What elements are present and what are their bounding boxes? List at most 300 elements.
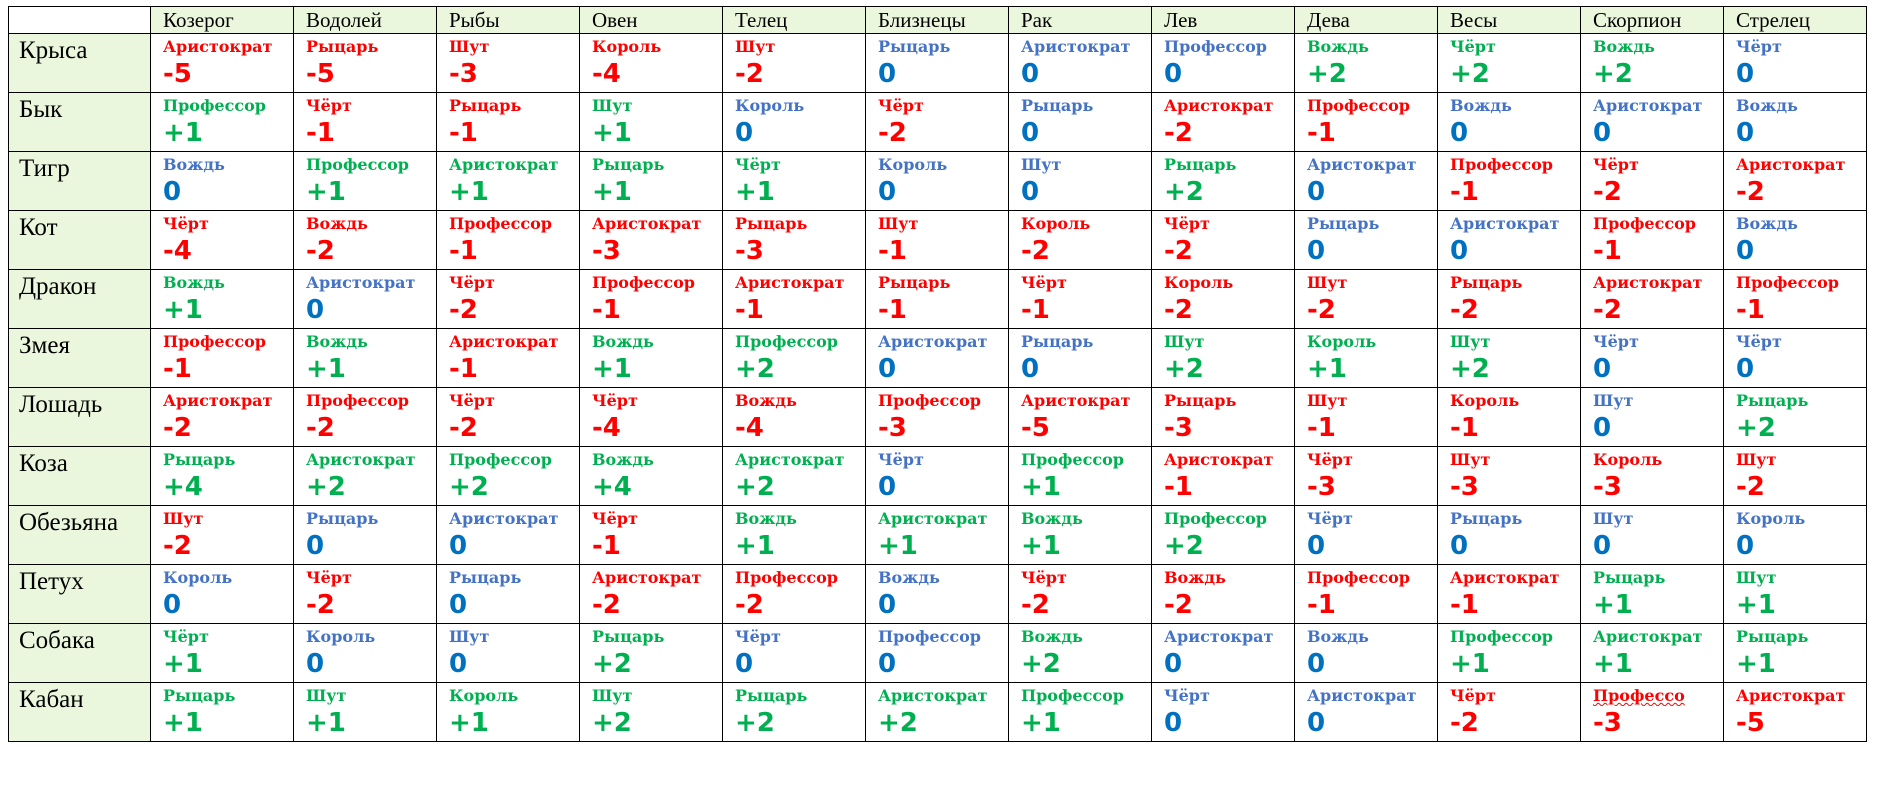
cell-role-label: Король <box>1450 391 1520 410</box>
table-cell <box>1438 93 1581 152</box>
cell-score-value: +2 <box>735 472 775 502</box>
table-cell <box>1009 34 1152 93</box>
table-cell <box>866 624 1009 683</box>
cell-score-value: -4 <box>592 59 621 89</box>
table-cell <box>294 270 437 329</box>
cell-role-label: Аристократ <box>449 332 559 351</box>
cell-role-label: Рыцарь <box>1736 391 1809 410</box>
table-cell <box>866 152 1009 211</box>
cell-score-value: 0 <box>878 177 897 207</box>
row-header: Петух <box>9 565 151 624</box>
cell-score-value: -2 <box>1450 708 1479 738</box>
table-cell <box>1724 329 1867 388</box>
cell-role-label: Аристократ <box>1450 568 1560 587</box>
table-cell <box>1152 270 1295 329</box>
table-cell <box>1295 329 1438 388</box>
cell-score-value: 0 <box>878 472 897 502</box>
table-cell <box>151 211 294 270</box>
cell-score-value: -2 <box>306 236 335 266</box>
cell-score-value: -3 <box>592 236 621 266</box>
table-cell <box>723 624 866 683</box>
cell-score-value: -2 <box>1736 177 1765 207</box>
cell-role-label: Шут <box>1307 273 1348 292</box>
cell-score-value: 0 <box>1450 531 1469 561</box>
cell-role-label: Профессор <box>1164 37 1267 56</box>
table-cell <box>866 34 1009 93</box>
table-cell <box>294 388 437 447</box>
cell-role-label: Король <box>735 96 805 115</box>
cell-role-label: Профессор <box>878 627 981 646</box>
cell-score-value: -1 <box>449 354 478 384</box>
table-cell <box>294 93 437 152</box>
cell-role-label: Чёрт <box>1450 686 1496 705</box>
cell-role-label: Чёрт <box>878 450 924 469</box>
cell-score-value: -1 <box>592 295 621 325</box>
cell-score-value: -2 <box>592 590 621 620</box>
cell-role-label: Аристократ <box>592 568 702 587</box>
cell-role-label: Аристократ <box>1021 37 1131 56</box>
cell-score-value: 0 <box>1307 531 1326 561</box>
cell-score-value: +2 <box>306 472 346 502</box>
cell-score-value: 0 <box>306 649 325 679</box>
cell-role-label: Рыцарь <box>735 214 808 233</box>
cell-score-value: 0 <box>449 531 468 561</box>
table-cell <box>294 152 437 211</box>
cell-score-value: -2 <box>449 295 478 325</box>
cell-score-value: -2 <box>1164 118 1193 148</box>
cell-score-value: -2 <box>1164 295 1193 325</box>
table-cell <box>294 565 437 624</box>
row-header: Змея <box>9 329 151 388</box>
cell-score-value: +1 <box>1736 649 1776 679</box>
cell-score-value: +2 <box>878 708 918 738</box>
table-row <box>9 565 1867 624</box>
table-row <box>9 506 1867 565</box>
table-cell <box>1724 270 1867 329</box>
table-cell <box>1152 152 1295 211</box>
cell-role-label: Чёрт <box>1736 332 1782 351</box>
cell-score-value: +2 <box>1450 354 1490 384</box>
cell-role-label: Вождь <box>1164 568 1226 587</box>
cell-role-label: Профессор <box>1307 568 1410 587</box>
table-cell <box>723 447 866 506</box>
cell-score-value: 0 <box>878 354 897 384</box>
cell-role-label: Вождь <box>163 273 225 292</box>
column-header: Козерог <box>151 7 294 34</box>
table-cell <box>437 211 580 270</box>
table-cell <box>1152 683 1295 742</box>
cell-role-label: Рыцарь <box>592 155 665 174</box>
cell-score-value: -2 <box>1593 177 1622 207</box>
cell-score-value: +1 <box>1307 354 1347 384</box>
header-row <box>9 7 1867 34</box>
column-header: Скорпион <box>1581 7 1724 34</box>
cell-role-label: Король <box>1593 450 1663 469</box>
cell-role-label: Аристократ <box>878 686 988 705</box>
table-cell <box>1152 329 1295 388</box>
cell-role-label: Вождь <box>592 450 654 469</box>
cell-role-label: Профессор <box>1450 155 1553 174</box>
column-header: Рыбы <box>437 7 580 34</box>
cell-role-label: Рыцарь <box>306 509 379 528</box>
cell-score-value: +2 <box>1021 649 1061 679</box>
table-cell <box>580 683 723 742</box>
cell-role-label: Рыцарь <box>878 273 951 292</box>
cell-role-label: Аристократ <box>1736 155 1846 174</box>
table-cell <box>1724 565 1867 624</box>
table-cell <box>1295 624 1438 683</box>
table-cell <box>1438 388 1581 447</box>
cell-role-label: Чёрт <box>1593 332 1639 351</box>
cell-role-label: Аристократ <box>1593 627 1703 646</box>
table-cell <box>1438 683 1581 742</box>
cell-role-label: Рыцарь <box>449 96 522 115</box>
table-cell <box>1581 152 1724 211</box>
cell-score-value: 0 <box>449 590 468 620</box>
cell-score-value: -3 <box>878 413 907 443</box>
cell-role-label: Аристократ <box>1164 627 1274 646</box>
table-cell <box>1724 624 1867 683</box>
table-cell <box>151 506 294 565</box>
cell-role-label: Рыцарь <box>163 450 236 469</box>
row-header: Бык <box>9 93 151 152</box>
cell-score-value: +2 <box>592 649 632 679</box>
table-row <box>9 211 1867 270</box>
table-cell <box>1581 211 1724 270</box>
cell-role-label: Шут <box>306 686 347 705</box>
cell-score-value: -1 <box>735 295 764 325</box>
table-cell <box>1581 93 1724 152</box>
cell-score-value: -2 <box>163 531 192 561</box>
cell-score-value: -4 <box>163 236 192 266</box>
cell-score-value: -2 <box>1307 295 1336 325</box>
cell-score-value: -2 <box>735 590 764 620</box>
cell-role-label: Шут <box>1736 450 1777 469</box>
cell-role-label: Аристократ <box>449 509 559 528</box>
table-cell <box>1009 565 1152 624</box>
table-cell <box>1152 34 1295 93</box>
cell-role-label: Король <box>1736 509 1806 528</box>
column-header: Близнецы <box>866 7 1009 34</box>
cell-score-value: 0 <box>1736 354 1755 384</box>
cell-role-label: Шут <box>1593 391 1634 410</box>
cell-role-label: Король <box>306 627 376 646</box>
table-cell <box>294 506 437 565</box>
cell-score-value: -1 <box>1307 413 1336 443</box>
table-cell <box>1724 34 1867 93</box>
row-header: Тигр <box>9 152 151 211</box>
cell-score-value: 0 <box>306 531 325 561</box>
cell-score-value: -2 <box>163 413 192 443</box>
cell-score-value: +2 <box>1164 531 1204 561</box>
table-row <box>9 388 1867 447</box>
table-cell <box>1152 506 1295 565</box>
cell-role-label: Вождь <box>735 391 797 410</box>
cell-role-label: Аристократ <box>1736 686 1846 705</box>
cell-score-value: -1 <box>1736 295 1765 325</box>
cell-role-label: Вождь <box>1307 37 1369 56</box>
table-cell <box>580 624 723 683</box>
cell-role-label: Аристократ <box>1164 450 1274 469</box>
table-cell <box>1438 624 1581 683</box>
table-cell <box>1152 624 1295 683</box>
cell-score-value: -2 <box>878 118 907 148</box>
table-cell <box>1152 388 1295 447</box>
cell-score-value: 0 <box>1307 708 1326 738</box>
cell-score-value: +1 <box>163 708 203 738</box>
table-cell <box>1724 447 1867 506</box>
cell-role-label: Рыцарь <box>1164 391 1237 410</box>
table-cell <box>437 34 580 93</box>
cell-role-label: Профессор <box>1593 214 1696 233</box>
cell-score-value: -1 <box>1450 413 1479 443</box>
cell-role-label: Аристократ <box>1307 155 1417 174</box>
column-header: Дева <box>1295 7 1438 34</box>
cell-role-label: Шут <box>1164 332 1205 351</box>
cell-role-label: Шут <box>449 627 490 646</box>
table-cell <box>1581 506 1724 565</box>
table-cell <box>580 447 723 506</box>
cell-role-label: Король <box>592 37 662 56</box>
table-cell <box>1009 388 1152 447</box>
cell-role-label: Король <box>1307 332 1377 351</box>
table-cell <box>1724 506 1867 565</box>
cell-score-value: +1 <box>449 708 489 738</box>
cell-score-value: -1 <box>592 531 621 561</box>
cell-score-value: +4 <box>163 472 203 502</box>
cell-score-value: -3 <box>1307 472 1336 502</box>
table-cell <box>1295 447 1438 506</box>
cell-score-value: +1 <box>306 708 346 738</box>
cell-role-label: Вождь <box>1021 627 1083 646</box>
cell-score-value: +1 <box>163 118 203 148</box>
cell-score-value: +1 <box>1736 590 1776 620</box>
table-cell <box>1152 565 1295 624</box>
cell-role-label: Шут <box>735 37 776 56</box>
cell-score-value: +1 <box>592 354 632 384</box>
table-cell <box>1581 270 1724 329</box>
table-cell <box>1581 447 1724 506</box>
cell-role-label: Чёрт <box>1021 568 1067 587</box>
cell-role-label: Профессор <box>163 96 266 115</box>
table-cell <box>1295 152 1438 211</box>
cell-role-label: Вождь <box>1736 214 1798 233</box>
cell-score-value: 0 <box>1593 354 1612 384</box>
cell-score-value: +2 <box>1593 59 1633 89</box>
table-cell <box>580 329 723 388</box>
cell-score-value: -2 <box>1736 472 1765 502</box>
cell-role-label: Чёрт <box>306 96 352 115</box>
table-cell <box>294 329 437 388</box>
table-cell <box>723 211 866 270</box>
cell-score-value: -2 <box>1450 295 1479 325</box>
cell-score-value: -1 <box>878 295 907 325</box>
table-row <box>9 683 1867 742</box>
cell-score-value: 0 <box>1593 531 1612 561</box>
cell-role-label: Профессор <box>1021 450 1124 469</box>
table-cell <box>1009 93 1152 152</box>
cell-role-label: Шут <box>592 686 633 705</box>
cell-role-label: Аристократ <box>878 332 988 351</box>
table-cell <box>1295 211 1438 270</box>
cell-role-label: Чёрт <box>592 391 638 410</box>
cell-score-value: 0 <box>1736 118 1755 148</box>
cell-role-label: Профессор <box>592 273 695 292</box>
cell-score-value: +4 <box>592 472 632 502</box>
column-header: Водолей <box>294 7 437 34</box>
table-cell <box>866 565 1009 624</box>
cell-role-label: Аристократ <box>1593 273 1703 292</box>
cell-role-label: Аристократ <box>1021 391 1131 410</box>
cell-role-label: Аристократ <box>163 391 273 410</box>
cell-role-label: Рыцарь <box>1450 273 1523 292</box>
table-cell <box>151 683 294 742</box>
cell-score-value: +1 <box>1021 472 1061 502</box>
table-cell <box>151 34 294 93</box>
cell-score-value: -1 <box>1593 236 1622 266</box>
table-cell <box>580 506 723 565</box>
table-cell <box>1438 211 1581 270</box>
table-cell <box>723 683 866 742</box>
table-cell <box>866 506 1009 565</box>
cell-score-value: -2 <box>449 413 478 443</box>
cell-score-value: +1 <box>1450 649 1490 679</box>
cell-score-value: -5 <box>1021 413 1050 443</box>
cell-role-label: Рыцарь <box>878 37 951 56</box>
cell-role-label: Вождь <box>306 332 368 351</box>
cell-score-value: 0 <box>1021 354 1040 384</box>
table-cell <box>580 270 723 329</box>
table-cell <box>437 624 580 683</box>
cell-score-value: -3 <box>449 59 478 89</box>
cell-role-label: Аристократ <box>306 450 416 469</box>
table-cell <box>723 152 866 211</box>
cell-score-value: +1 <box>163 295 203 325</box>
cell-role-label: Чёрт <box>1593 155 1639 174</box>
cell-role-label: Аристократ <box>306 273 416 292</box>
cell-role-label: Чёрт <box>163 214 209 233</box>
table-cell <box>1295 93 1438 152</box>
cell-role-label: Шут <box>592 96 633 115</box>
cell-role-label: Профессор <box>1164 509 1267 528</box>
cell-role-label: Чёрт <box>592 509 638 528</box>
row-header: Собака <box>9 624 151 683</box>
cell-score-value: +1 <box>592 177 632 207</box>
cell-role-label: Профессор <box>735 568 838 587</box>
cell-score-value: -2 <box>1164 590 1193 620</box>
table-cell <box>294 624 437 683</box>
table-cell <box>151 93 294 152</box>
row-header: Крыса <box>9 34 151 93</box>
cell-score-value: -3 <box>1593 472 1622 502</box>
cell-score-value: 0 <box>1593 118 1612 148</box>
table-cell <box>580 34 723 93</box>
table-cell <box>1581 565 1724 624</box>
cell-score-value: 0 <box>1736 236 1755 266</box>
cell-role-label: Вождь <box>1593 37 1655 56</box>
column-header: Телец <box>723 7 866 34</box>
cell-role-label: Шут <box>1450 332 1491 351</box>
cell-role-label: Вождь <box>592 332 654 351</box>
cell-score-value: -2 <box>1164 236 1193 266</box>
cell-role-label: Король <box>878 155 948 174</box>
cell-score-value: -3 <box>1593 708 1622 738</box>
table-cell <box>1724 683 1867 742</box>
cell-score-value: +1 <box>1593 649 1633 679</box>
cell-role-label: Рыцарь <box>1021 96 1094 115</box>
cell-role-label: Профессор <box>163 332 266 351</box>
cell-score-value: 0 <box>1164 59 1183 89</box>
cell-score-value: +1 <box>449 177 489 207</box>
table-row <box>9 34 1867 93</box>
cell-role-label: Профессор <box>306 391 409 410</box>
cell-role-label: Шут <box>163 509 204 528</box>
table-cell <box>1438 152 1581 211</box>
table-row <box>9 329 1867 388</box>
cell-score-value: 0 <box>878 590 897 620</box>
cell-score-value: +1 <box>306 177 346 207</box>
cell-score-value: +2 <box>1307 59 1347 89</box>
cell-role-label: Шут <box>449 37 490 56</box>
cell-role-label: Профессор <box>1307 96 1410 115</box>
cell-role-label: Профессор <box>306 155 409 174</box>
compatibility-table-wrapper <box>8 6 1867 742</box>
cell-role-label: Вождь <box>306 214 368 233</box>
cell-role-label: Рыцарь <box>1736 627 1809 646</box>
table-cell <box>437 270 580 329</box>
cell-score-value: 0 <box>1164 708 1183 738</box>
table-cell <box>1581 683 1724 742</box>
cell-score-value: -2 <box>1021 590 1050 620</box>
cell-score-value: -1 <box>1450 177 1479 207</box>
cell-role-label: Аристократ <box>1307 686 1417 705</box>
cell-score-value: +1 <box>1021 531 1061 561</box>
cell-role-label: Аристократ <box>163 37 273 56</box>
table-cell <box>437 93 580 152</box>
cell-role-label: Король <box>1164 273 1234 292</box>
cell-role-label: Аристократ <box>449 155 559 174</box>
cell-role-label: Шут <box>1021 155 1062 174</box>
cell-score-value: +1 <box>878 531 918 561</box>
cell-role-label: Профессор <box>1736 273 1839 292</box>
table-cell <box>723 270 866 329</box>
cell-role-label: Чёрт <box>1164 214 1210 233</box>
cell-score-value: -1 <box>1164 472 1193 502</box>
table-cell <box>1581 624 1724 683</box>
table-cell <box>1009 506 1152 565</box>
table-cell <box>151 388 294 447</box>
cell-role-label: Шут <box>878 214 919 233</box>
table-cell <box>723 329 866 388</box>
table-cell <box>1438 506 1581 565</box>
cell-score-value: +1 <box>592 118 632 148</box>
cell-score-value: -1 <box>878 236 907 266</box>
table-cell <box>1152 93 1295 152</box>
column-header: Рак <box>1009 7 1152 34</box>
table-cell <box>437 447 580 506</box>
cell-score-value: +1 <box>1593 590 1633 620</box>
table-cell <box>151 329 294 388</box>
cell-role-label: Чёрт <box>1164 686 1210 705</box>
table-body <box>9 34 1867 742</box>
cell-role-label: Шут <box>1736 568 1777 587</box>
cell-role-label: Профессор <box>449 450 552 469</box>
cell-score-value: +1 <box>735 177 775 207</box>
cell-role-label: Рыцарь <box>1450 509 1523 528</box>
table-cell <box>1009 329 1152 388</box>
table-cell <box>1581 388 1724 447</box>
cell-score-value: +2 <box>1164 354 1204 384</box>
